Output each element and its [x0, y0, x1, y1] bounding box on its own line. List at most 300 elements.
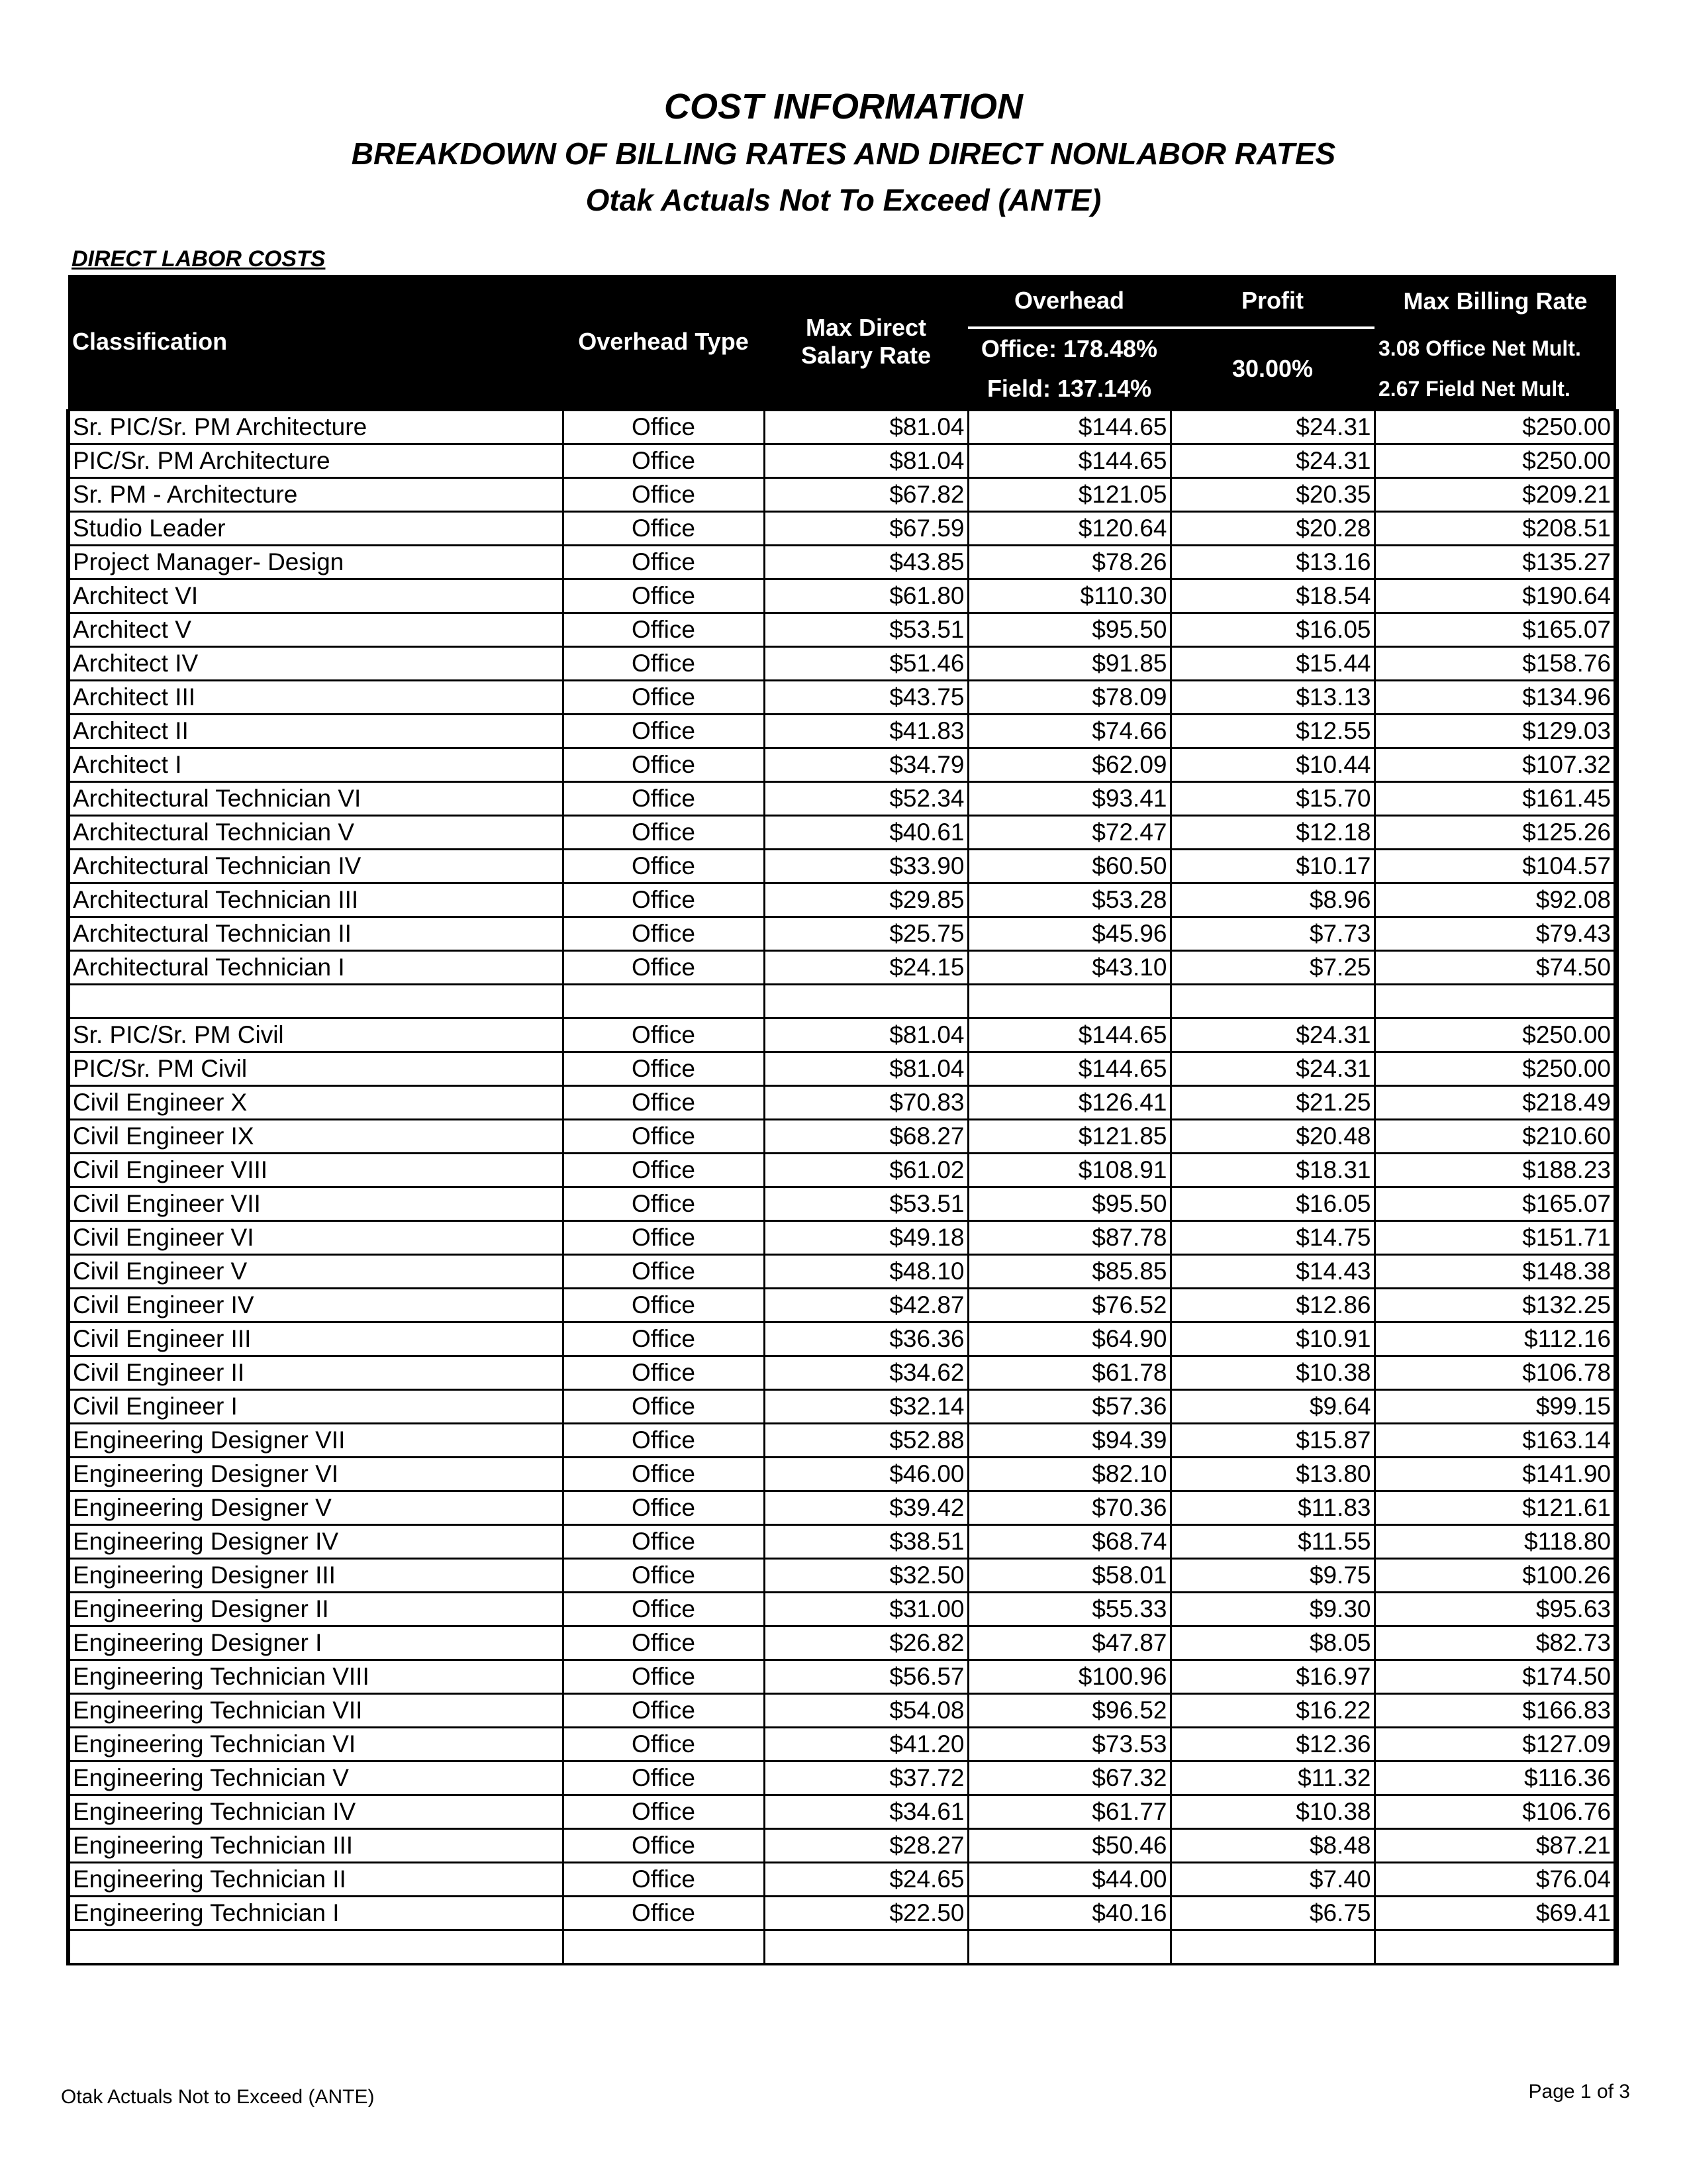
cell-overhead-type: Office [563, 1828, 764, 1862]
cell-classification: Architectural Technician II [68, 917, 563, 950]
header-overhead: Overhead [968, 275, 1171, 328]
cell-max-billing-rate: $74.50 [1374, 950, 1616, 984]
table-row [68, 1862, 1616, 1896]
table-row [68, 849, 1616, 883]
cell-overhead: $74.66 [968, 714, 1171, 748]
cell-max-billing-rate: $218.49 [1374, 1085, 1616, 1119]
cell-profit: $13.80 [1171, 1457, 1374, 1491]
cell-classification: Architect III [68, 680, 563, 714]
table-row [68, 714, 1616, 748]
cell-max-direct-salary: $53.51 [764, 1187, 968, 1220]
table-row [68, 1052, 1616, 1085]
cell-max-billing-rate: $87.21 [1374, 1828, 1616, 1862]
table-row [68, 1457, 1616, 1491]
cell-max-direct-salary: $29.85 [764, 883, 968, 917]
cell-overhead: $91.85 [968, 646, 1171, 680]
cell-overhead-type: Office [563, 1052, 764, 1085]
cell-classification: Civil Engineer IV [68, 1288, 563, 1322]
table-row [68, 1153, 1616, 1187]
cell-max-direct-salary: $33.90 [764, 849, 968, 883]
cell-overhead-type: Office [563, 917, 764, 950]
cell-classification: Sr. PIC/Sr. PM Civil [68, 1018, 563, 1052]
cell-max-direct-salary: $56.57 [764, 1660, 968, 1693]
table-row [68, 1828, 1616, 1862]
cell-classification: Sr. PIC/Sr. PM Architecture [68, 410, 563, 444]
cell-overhead-type: Office [563, 849, 764, 883]
cell-max-direct-salary: $40.61 [764, 815, 968, 849]
cell-max-direct-salary: $61.80 [764, 579, 968, 613]
cell-max-billing-rate: $100.26 [1374, 1558, 1616, 1592]
cell-overhead [968, 1930, 1171, 1964]
cell-classification: Architectural Technician IV [68, 849, 563, 883]
cell-overhead-type: Office [563, 1423, 764, 1457]
cell-profit [1171, 984, 1374, 1018]
table-row [68, 1187, 1616, 1220]
cell-profit: $12.18 [1171, 815, 1374, 849]
cell-classification: Engineering Technician VI [68, 1727, 563, 1761]
cell-max-billing-rate: $158.76 [1374, 646, 1616, 680]
cell-profit: $14.75 [1171, 1220, 1374, 1254]
cell-overhead-type: Office [563, 1187, 764, 1220]
cell-max-direct-salary: $22.50 [764, 1896, 968, 1930]
cell-max-billing-rate: $106.78 [1374, 1356, 1616, 1389]
cell-profit: $24.31 [1171, 1052, 1374, 1085]
cell-overhead: $144.65 [968, 444, 1171, 477]
cell-profit: $10.17 [1171, 849, 1374, 883]
cell-max-billing-rate: $69.41 [1374, 1896, 1616, 1930]
cell-overhead: $82.10 [968, 1457, 1171, 1491]
cell-classification: Engineering Designer II [68, 1592, 563, 1626]
cell-overhead: $72.47 [968, 815, 1171, 849]
cell-profit: $20.35 [1171, 477, 1374, 511]
cell-profit: $12.86 [1171, 1288, 1374, 1322]
cell-overhead-type [563, 984, 764, 1018]
cell-overhead-type: Office [563, 714, 764, 748]
cell-overhead: $121.85 [968, 1119, 1171, 1153]
cell-overhead-type: Office [563, 1727, 764, 1761]
cell-profit: $7.40 [1171, 1862, 1374, 1896]
cell-overhead: $40.16 [968, 1896, 1171, 1930]
cell-overhead-type: Office [563, 1254, 764, 1288]
cell-max-direct-salary: $46.00 [764, 1457, 968, 1491]
header-classification: Classification [68, 275, 563, 410]
cell-classification: Engineering Technician I [68, 1896, 563, 1930]
cell-overhead: $70.36 [968, 1491, 1171, 1524]
cell-overhead: $57.36 [968, 1389, 1171, 1423]
cell-overhead-type: Office [563, 646, 764, 680]
section-heading: DIRECT LABOR COSTS [72, 246, 326, 272]
cell-overhead [968, 984, 1171, 1018]
cell-overhead: $95.50 [968, 1187, 1171, 1220]
cell-overhead-type: Office [563, 680, 764, 714]
cell-max-billing-rate: $129.03 [1374, 714, 1616, 748]
cell-overhead: $87.78 [968, 1220, 1171, 1254]
cell-classification: Civil Engineer VII [68, 1187, 563, 1220]
table-row [68, 579, 1616, 613]
cell-profit: $13.13 [1171, 680, 1374, 714]
table-row [68, 1356, 1616, 1389]
header-profit: Profit [1171, 275, 1374, 328]
table-row [68, 1558, 1616, 1592]
cell-profit: $20.28 [1171, 511, 1374, 545]
cell-overhead: $108.91 [968, 1153, 1171, 1187]
cell-overhead-type: Office [563, 1693, 764, 1727]
cell-profit: $9.75 [1171, 1558, 1374, 1592]
header-overhead-type: Overhead Type [563, 275, 764, 410]
cell-profit: $10.38 [1171, 1795, 1374, 1828]
cell-max-direct-salary: $51.46 [764, 646, 968, 680]
cell-profit: $13.16 [1171, 545, 1374, 579]
cell-overhead: $67.32 [968, 1761, 1171, 1795]
cell-profit: $16.05 [1171, 613, 1374, 646]
cell-overhead-type: Office [563, 815, 764, 849]
header-profit-value: 30.00% [1171, 328, 1374, 410]
table-row [68, 1896, 1616, 1930]
cell-max-direct-salary: $61.02 [764, 1153, 968, 1187]
cell-profit: $24.31 [1171, 444, 1374, 477]
cell-overhead: $58.01 [968, 1558, 1171, 1592]
cell-classification: Engineering Technician IV [68, 1795, 563, 1828]
cell-max-direct-salary: $36.36 [764, 1322, 968, 1356]
cell-overhead: $78.26 [968, 545, 1171, 579]
document-subtitle: BREAKDOWN OF BILLING RATES AND DIRECT NONLABOR RATES [351, 136, 1336, 171]
cell-max-direct-salary: $81.04 [764, 1018, 968, 1052]
cell-max-direct-salary: $70.83 [764, 1085, 968, 1119]
cell-classification: PIC/Sr. PM Civil [68, 1052, 563, 1085]
cell-classification: Civil Engineer VIII [68, 1153, 563, 1187]
cell-overhead-type: Office [563, 1018, 764, 1052]
cell-classification: Studio Leader [68, 511, 563, 545]
cell-max-billing-rate: $148.38 [1374, 1254, 1616, 1288]
cell-overhead-type: Office [563, 883, 764, 917]
cell-classification: Engineering Designer III [68, 1558, 563, 1592]
cell-max-direct-salary: $24.65 [764, 1862, 968, 1896]
cell-classification: Architectural Technician V [68, 815, 563, 849]
cell-max-direct-salary: $42.87 [764, 1288, 968, 1322]
footer-page-number: Page 1 of 3 [1528, 2081, 1630, 2103]
cell-overhead-type: Office [563, 1558, 764, 1592]
cell-max-direct-salary: $39.42 [764, 1491, 968, 1524]
cell-classification: Civil Engineer V [68, 1254, 563, 1288]
cell-profit: $11.83 [1171, 1491, 1374, 1524]
cell-classification: Architectural Technician VI [68, 781, 563, 815]
cell-classification: Engineering Technician VII [68, 1693, 563, 1727]
cell-overhead: $61.77 [968, 1795, 1171, 1828]
cell-overhead: $120.64 [968, 511, 1171, 545]
cell-overhead: $93.41 [968, 781, 1171, 815]
cell-overhead-type: Office [563, 1626, 764, 1660]
table-row [68, 1795, 1616, 1828]
cell-max-billing-rate: $210.60 [1374, 1119, 1616, 1153]
cell-max-billing-rate: $166.83 [1374, 1693, 1616, 1727]
cell-overhead-type: Office [563, 545, 764, 579]
cell-classification: Engineering Designer I [68, 1626, 563, 1660]
cell-overhead-type: Office [563, 444, 764, 477]
table-row [68, 815, 1616, 849]
cell-profit: $9.64 [1171, 1389, 1374, 1423]
cell-profit: $15.87 [1171, 1423, 1374, 1457]
table-row [68, 1660, 1616, 1693]
cell-overhead-type: Office [563, 579, 764, 613]
cell-max-billing-rate: $135.27 [1374, 545, 1616, 579]
cell-overhead: $64.90 [968, 1322, 1171, 1356]
cell-max-direct-salary: $41.20 [764, 1727, 968, 1761]
cell-max-direct-salary: $53.51 [764, 613, 968, 646]
cell-max-billing-rate: $112.16 [1374, 1322, 1616, 1356]
cell-profit: $21.25 [1171, 1085, 1374, 1119]
cell-overhead-type: Office [563, 1457, 764, 1491]
cell-overhead: $76.52 [968, 1288, 1171, 1322]
cell-max-direct-salary: $41.83 [764, 714, 968, 748]
cell-overhead: $45.96 [968, 917, 1171, 950]
cell-profit: $24.31 [1171, 1018, 1374, 1052]
table-row [68, 1693, 1616, 1727]
cell-max-billing-rate: $209.21 [1374, 477, 1616, 511]
cell-profit: $11.55 [1171, 1524, 1374, 1558]
cell-max-billing-rate: $250.00 [1374, 410, 1616, 444]
cell-overhead-type: Office [563, 1862, 764, 1896]
cell-overhead-type: Office [563, 1220, 764, 1254]
cell-max-billing-rate: $107.32 [1374, 748, 1616, 781]
cell-overhead-type: Office [563, 1795, 764, 1828]
cell-overhead: $94.39 [968, 1423, 1171, 1457]
cell-profit: $10.91 [1171, 1322, 1374, 1356]
table-row [68, 1322, 1616, 1356]
document-title: COST INFORMATION [664, 87, 1023, 126]
cell-max-direct-salary: $68.27 [764, 1119, 968, 1153]
table-row [68, 680, 1616, 714]
cell-overhead-type: Office [563, 511, 764, 545]
cell-overhead: $126.41 [968, 1085, 1171, 1119]
cell-profit: $10.44 [1171, 748, 1374, 781]
cell-classification: Architect I [68, 748, 563, 781]
cell-overhead: $121.05 [968, 477, 1171, 511]
cell-profit: $16.97 [1171, 1660, 1374, 1693]
cell-max-billing-rate: $165.07 [1374, 613, 1616, 646]
cell-max-direct-salary [764, 984, 968, 1018]
cell-profit: $16.22 [1171, 1693, 1374, 1727]
cell-max-billing-rate: $250.00 [1374, 444, 1616, 477]
cell-profit: $9.30 [1171, 1592, 1374, 1626]
footer-document-name: Otak Actuals Not to Exceed (ANTE) [61, 2086, 375, 2108]
header-office-mult: 3.08 Office Net Mult. [1374, 328, 1616, 369]
cell-classification: Architect IV [68, 646, 563, 680]
cell-max-direct-salary: $25.75 [764, 917, 968, 950]
table-row [68, 410, 1616, 444]
table-row [68, 1491, 1616, 1524]
table-row [68, 1592, 1616, 1626]
cell-max-billing-rate: $118.80 [1374, 1524, 1616, 1558]
table-row [68, 613, 1616, 646]
table-row [68, 1085, 1616, 1119]
cell-overhead: $85.85 [968, 1254, 1171, 1288]
cell-profit: $6.75 [1171, 1896, 1374, 1930]
cell-overhead: $62.09 [968, 748, 1171, 781]
cell-classification [68, 984, 563, 1018]
cell-max-direct-salary: $34.61 [764, 1795, 968, 1828]
cell-max-direct-salary: $43.85 [764, 545, 968, 579]
cell-classification: Project Manager- Design [68, 545, 563, 579]
cell-max-direct-salary: $32.14 [764, 1389, 968, 1423]
table-row [68, 1727, 1616, 1761]
cell-max-direct-salary: $81.04 [764, 444, 968, 477]
cell-classification: PIC/Sr. PM Architecture [68, 444, 563, 477]
cell-profit: $15.70 [1171, 781, 1374, 815]
cell-overhead-type: Office [563, 1592, 764, 1626]
cell-max-billing-rate: $163.14 [1374, 1423, 1616, 1457]
cell-max-billing-rate: $76.04 [1374, 1862, 1616, 1896]
table-row [68, 781, 1616, 815]
cell-max-direct-salary: $28.27 [764, 1828, 968, 1862]
cell-profit: $24.31 [1171, 410, 1374, 444]
cell-overhead: $60.50 [968, 849, 1171, 883]
table-row [68, 1254, 1616, 1288]
cell-max-direct-salary: $37.72 [764, 1761, 968, 1795]
header-max-billing-rate: Max Billing Rate [1374, 275, 1616, 328]
cell-classification: Engineering Technician VIII [68, 1660, 563, 1693]
cell-profit: $11.32 [1171, 1761, 1374, 1795]
table-row [68, 917, 1616, 950]
table-row [68, 1119, 1616, 1153]
cell-overhead: $144.65 [968, 1018, 1171, 1052]
cell-overhead: $50.46 [968, 1828, 1171, 1862]
cell-classification: Engineering Technician II [68, 1862, 563, 1896]
cell-overhead: $100.96 [968, 1660, 1171, 1693]
cell-classification: Engineering Technician V [68, 1761, 563, 1795]
cell-classification: Civil Engineer I [68, 1389, 563, 1423]
cell-max-billing-rate: $106.76 [1374, 1795, 1616, 1828]
cell-max-direct-salary: $54.08 [764, 1693, 968, 1727]
cell-profit: $20.48 [1171, 1119, 1374, 1153]
cell-max-billing-rate: $82.73 [1374, 1626, 1616, 1660]
cell-max-direct-salary: $52.34 [764, 781, 968, 815]
cell-max-billing-rate: $104.57 [1374, 849, 1616, 883]
cell-overhead: $53.28 [968, 883, 1171, 917]
cell-max-billing-rate: $79.43 [1374, 917, 1616, 950]
table-row [68, 1930, 1616, 1964]
cell-profit: $12.36 [1171, 1727, 1374, 1761]
cell-classification: Civil Engineer III [68, 1322, 563, 1356]
cell-max-direct-salary: $81.04 [764, 410, 968, 444]
cell-overhead-type: Office [563, 410, 764, 444]
cell-overhead-type: Office [563, 1524, 764, 1558]
table-row [68, 1626, 1616, 1660]
cell-max-direct-salary: $34.79 [764, 748, 968, 781]
cell-max-billing-rate: $208.51 [1374, 511, 1616, 545]
cell-overhead-type: Office [563, 1491, 764, 1524]
cell-classification: Engineering Designer V [68, 1491, 563, 1524]
cell-max-billing-rate: $95.63 [1374, 1592, 1616, 1626]
cell-classification [68, 1930, 563, 1964]
cell-overhead-type: Office [563, 1761, 764, 1795]
cell-overhead: $144.65 [968, 410, 1171, 444]
cell-classification: Architectural Technician I [68, 950, 563, 984]
header-overhead-field: Field: 137.14% [968, 369, 1171, 410]
cell-classification: Architect V [68, 613, 563, 646]
table-row [68, 477, 1616, 511]
cell-max-billing-rate: $141.90 [1374, 1457, 1616, 1491]
cell-max-billing-rate: $188.23 [1374, 1153, 1616, 1187]
header-field-mult: 2.67 Field Net Mult. [1374, 369, 1616, 410]
cell-overhead: $44.00 [968, 1862, 1171, 1896]
table-row [68, 1220, 1616, 1254]
table-row [68, 984, 1616, 1018]
cell-overhead: $68.74 [968, 1524, 1171, 1558]
cell-max-billing-rate: $151.71 [1374, 1220, 1616, 1254]
cell-max-billing-rate: $190.64 [1374, 579, 1616, 613]
cell-overhead-type: Office [563, 1288, 764, 1322]
cell-overhead: $78.09 [968, 680, 1171, 714]
cell-overhead: $144.65 [968, 1052, 1171, 1085]
cell-overhead: $110.30 [968, 579, 1171, 613]
cell-max-billing-rate: $99.15 [1374, 1389, 1616, 1423]
cell-max-direct-salary [764, 1930, 968, 1964]
cell-overhead: $95.50 [968, 613, 1171, 646]
cell-profit: $18.54 [1171, 579, 1374, 613]
cell-classification: Architectural Technician III [68, 883, 563, 917]
cell-profit: $18.31 [1171, 1153, 1374, 1187]
cell-max-billing-rate: $165.07 [1374, 1187, 1616, 1220]
cell-max-direct-salary: $52.88 [764, 1423, 968, 1457]
header-overhead-office: Office: 178.48% [968, 328, 1171, 369]
table-row [68, 545, 1616, 579]
cell-max-direct-salary: $81.04 [764, 1052, 968, 1085]
cell-classification: Engineering Designer VII [68, 1423, 563, 1457]
cell-max-billing-rate [1374, 1930, 1616, 1964]
table-row [68, 748, 1616, 781]
cell-overhead-type: Office [563, 950, 764, 984]
table-row [68, 1288, 1616, 1322]
cell-max-billing-rate: $174.50 [1374, 1660, 1616, 1693]
cell-max-billing-rate: $161.45 [1374, 781, 1616, 815]
labor-cost-table [66, 275, 1619, 1965]
cell-profit: $14.43 [1171, 1254, 1374, 1288]
cell-max-billing-rate: $132.25 [1374, 1288, 1616, 1322]
table-row [68, 1389, 1616, 1423]
cell-max-direct-salary: $38.51 [764, 1524, 968, 1558]
cell-overhead-type: Office [563, 1322, 764, 1356]
table-row [68, 444, 1616, 477]
cell-overhead: $61.78 [968, 1356, 1171, 1389]
cell-classification: Sr. PM - Architecture [68, 477, 563, 511]
cell-max-billing-rate: $134.96 [1374, 680, 1616, 714]
cell-classification: Civil Engineer VI [68, 1220, 563, 1254]
cell-overhead-type: Office [563, 1085, 764, 1119]
cell-max-billing-rate: $116.36 [1374, 1761, 1616, 1795]
cell-max-direct-salary: $48.10 [764, 1254, 968, 1288]
cell-max-billing-rate: $121.61 [1374, 1491, 1616, 1524]
cell-max-direct-salary: $24.15 [764, 950, 968, 984]
table-row [68, 1761, 1616, 1795]
cell-max-direct-salary: $67.59 [764, 511, 968, 545]
cell-profit: $12.55 [1171, 714, 1374, 748]
cell-classification: Engineering Designer IV [68, 1524, 563, 1558]
cell-max-billing-rate: $250.00 [1374, 1018, 1616, 1052]
cell-overhead-type: Office [563, 748, 764, 781]
cell-max-direct-salary: $34.62 [764, 1356, 968, 1389]
cell-classification: Architect II [68, 714, 563, 748]
cell-classification: Engineering Technician III [68, 1828, 563, 1862]
cell-max-direct-salary: $43.75 [764, 680, 968, 714]
cell-overhead: $73.53 [968, 1727, 1171, 1761]
cell-classification: Civil Engineer II [68, 1356, 563, 1389]
document-subtitle-2: Otak Actuals Not To Exceed (ANTE) [585, 183, 1102, 217]
table-row [68, 1524, 1616, 1558]
cell-overhead-type: Office [563, 477, 764, 511]
cell-profit: $16.05 [1171, 1187, 1374, 1220]
cell-max-billing-rate: $92.08 [1374, 883, 1616, 917]
cell-classification: Architect VI [68, 579, 563, 613]
